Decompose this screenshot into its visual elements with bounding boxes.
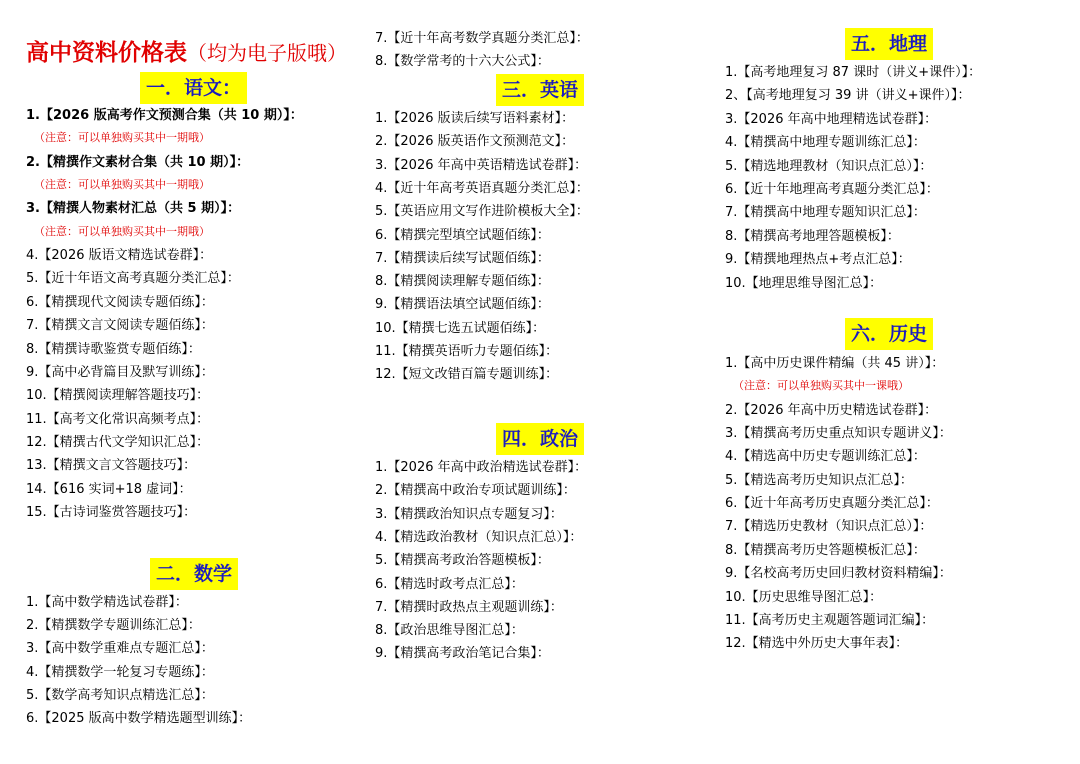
list-item: 9.【高中必背篇目及默写训练】： [26, 364, 214, 380]
list-item: 7.【精撰高中地理专题知识汇总】： [725, 205, 926, 221]
page-title [26, 34, 347, 67]
list-item: 3.【精撰政治知识点专题复习】： [375, 506, 563, 522]
list-item: 6.【精撰完型填空试题佰练】： [375, 227, 550, 243]
list-item: 5.【精撰高考政治答题模板】： [375, 553, 550, 569]
list-item: 4.【精撰高中地理专题训练汇总】： [725, 135, 926, 151]
list-item: 6.【精选时政考点汇总】： [375, 576, 524, 592]
list-item: 5.【精选地理教材（知识点汇总）】： [725, 158, 933, 174]
purchase-note: （注意：可以单独购买其中一期哦） [34, 224, 210, 238]
list-item: 1.【高中历史课件精编（共 45 讲）】： [725, 356, 945, 371]
list-item: 9.【精撰地理热点+考点汇总】： [725, 252, 911, 268]
list-item: 8.【数学常考的十六大公式】： [375, 54, 550, 69]
list-item: 8.【精撰高考历史答题模板汇总】： [725, 542, 926, 558]
list-item: 3.【精撰人物素材汇总（共 5 期）】： [26, 201, 241, 217]
section-heading-politics: 四．政治 [496, 423, 584, 455]
list-item: 4.【2026 版语文精选试卷群】： [26, 248, 213, 264]
list-item: 1.【2026 版读后续写语料素材】： [375, 111, 575, 126]
list-item: 5.【精选高考历史知识点汇总】： [725, 472, 913, 488]
list-item: 6.【2025 版高中数学精选题型训练】： [26, 711, 252, 726]
list-item: 11.【高考历史主观题答题词汇编】： [725, 612, 935, 628]
list-item: 11.【精撰英语听力专题佰练】： [375, 344, 559, 359]
list-item: 1.【高考地理复习 87 课时（讲义+课件）】： [725, 65, 982, 80]
list-item: 3.【2026 年高中地理精选试卷群】： [725, 111, 938, 127]
list-item: 7.【精撰文言文阅读专题佰练】： [26, 318, 214, 334]
list-item: 12.【短文改错百篇专题训练】： [375, 367, 559, 383]
list-item: 2.【精撰数学专题训练汇总】： [26, 618, 201, 634]
list-item: 6.【近十年高考历史真题分类汇总】： [725, 496, 939, 512]
list-item: 14.【616 实词+18 虚词】： [26, 481, 192, 497]
list-item: 7.【精选历史教材（知识点汇总）】： [725, 519, 933, 535]
list-item: 1.【高中数学精选试卷群】： [26, 595, 188, 610]
purchase-note: （注意：可以单独购买其中一期哦） [34, 178, 210, 192]
list-item: 9.【精撰高考政治笔记合集】： [375, 646, 550, 662]
list-item: 6.【精撰现代文阅读专题佰练】： [26, 294, 214, 310]
list-item: 1.【2026 版高考作文预测合集（共 10 期）】： [26, 108, 303, 123]
list-item: 10.【地理思维导图汇总】： [725, 275, 883, 291]
list-item: 10.【精撰阅读理解答题技巧】： [26, 388, 210, 404]
list-item: 9.【精撰语法填空试题佰练】： [375, 297, 550, 313]
list-item: 7.【精撰读后续写试题佰练】： [375, 250, 550, 266]
list-item: 1.【2026 年高中政治精选试卷群】： [375, 460, 588, 475]
list-item: 7.【近十年高考数学真题分类汇总】： [375, 31, 589, 46]
list-item: 4.【精选高中历史专题训练汇总】： [725, 449, 926, 465]
section-heading-english: 三．英语 [496, 74, 584, 106]
list-item: 2.【2026 版英语作文预测范文】： [375, 134, 575, 150]
list-item: 9.【名校高考历史回归教材资料精编】： [725, 566, 952, 582]
list-item: 4.【精选政治教材（知识点汇总）】： [375, 529, 583, 545]
section-heading-math: 二．数学 [150, 558, 238, 590]
list-item: 12.【精选中外历史大事年表】： [725, 636, 909, 652]
list-item: 8.【精撰诗歌鉴赏专题佰练】： [26, 341, 201, 357]
list-item: 11.【高考文化常识高频考点】： [26, 411, 210, 427]
list-item: 2.【精撰作文素材合集（共 10 期）】： [26, 154, 250, 170]
list-item: 3.【2026 年高中英语精选试卷群】： [375, 157, 588, 173]
list-item: 8.【政治思维导图汇总】： [375, 623, 524, 639]
purchase-note: （注意：可以单独购买其中一期哦） [34, 131, 210, 145]
list-item: 8.【精撰高考地理答题模板】： [725, 228, 900, 244]
list-item: 5.【数学高考知识点精选汇总】： [26, 687, 214, 703]
list-item: 6.【近十年地理高考真题分类汇总】： [725, 182, 939, 197]
list-item: 2、【高考地理复习 39 讲（讲义+课件）】： [725, 88, 971, 104]
list-item: 15.【古诗词鉴赏答题技巧】： [26, 504, 197, 520]
list-item: 4.【近十年高考英语真题分类汇总】： [375, 180, 589, 196]
section-heading-geography: 五．地理 [845, 28, 933, 60]
page-title-sub: （均为电子版哦） [187, 41, 347, 65]
list-item: 7.【精撰时政热点主观题训练】： [375, 599, 563, 615]
list-item: 8.【精撰阅读理解专题佰练】： [375, 274, 550, 290]
list-item: 13.【精撰文言文答题技巧】： [26, 458, 197, 474]
purchase-note: （注意：可以单独购买其中一课哦） [733, 379, 909, 393]
list-item: 3.【精撰高考历史重点知识专题讲义】： [725, 426, 952, 442]
section-heading-chinese: 一．语文： [140, 72, 247, 104]
list-item: 5.【英语应用文写作进阶模板大全】： [375, 204, 589, 220]
list-item: 3.【高中数学重难点专题汇总】： [26, 641, 214, 657]
list-item: 10.【历史思维导图汇总】： [725, 589, 883, 605]
list-item: 10.【精撰七选五试题佰练】： [375, 320, 546, 336]
list-item: 2.【2026 年高中历史精选试卷群】： [725, 402, 938, 418]
list-item: 12.【精撰古代文学知识汇总】： [26, 434, 210, 450]
list-item: 4.【精撰数学一轮复习专题练】： [26, 664, 214, 680]
page-title-main: 高中资料价格表 [26, 40, 187, 66]
list-item: 2.【精撰高中政治专项试题训练】： [375, 483, 576, 499]
list-item: 5.【近十年语文高考真题分类汇总】： [26, 271, 240, 287]
section-heading-history: 六．历史 [845, 318, 933, 350]
